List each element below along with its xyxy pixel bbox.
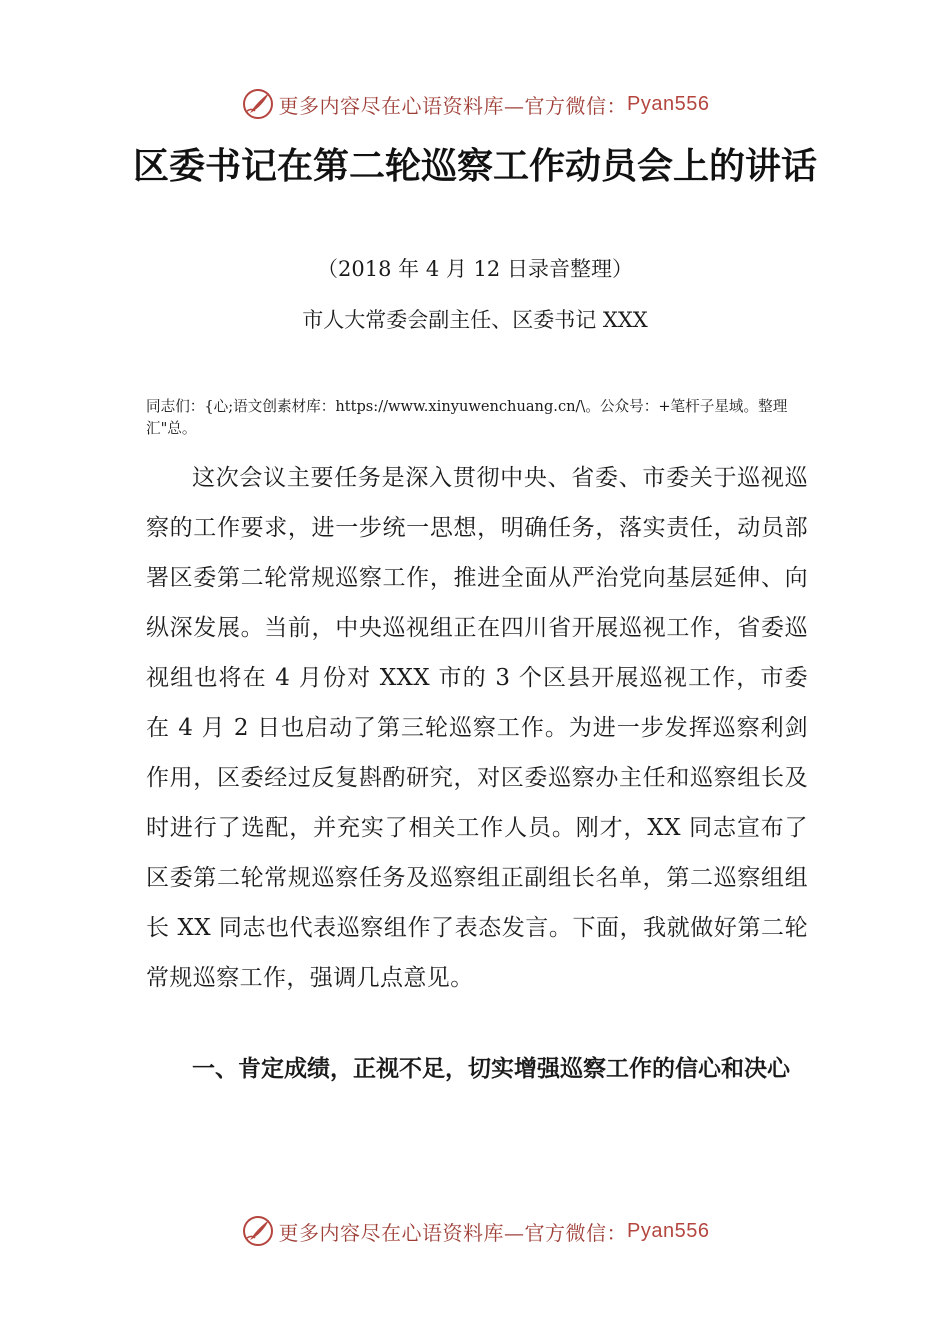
section-heading: 一、肯定成绩，正视不足，切实增强巡察工作的信心和决心 [192, 1056, 790, 1082]
watermark-wechat-id: Pyan556 [627, 1219, 710, 1242]
watermark-text: 更多内容尽在心语资料库—官方微信： [278, 93, 628, 118]
document-subtitle: （2018 年 4 月 12 日录音整理） [317, 257, 633, 281]
salutation: 同志们：{心;语文创素材库：https://www.xinyuwenchuang.cn/\。公众号：+笔杆子星域。整理汇"总。 [146, 398, 788, 437]
header-watermark [0, 84, 950, 124]
document-author: 市人大常委会副主任、区委书记 XXX [302, 308, 648, 332]
body-paragraph: 这次会议主要任务是深入贯彻中央、省委、市委关于巡视巡察的工作要求，进一步统一思想，明确任务，落实责任，动员部署区委第二轮常规巡察工作，推进全面从严治党向基层延伸、向纵深发展。当前，中央巡视组正在四川省开展巡视工作，省委巡视组也将在 4 月份对 XXX 市的 3 个区县开展巡视工作，市委在 4 月 2 日也启动了第三轮巡察工作。为进一步发挥巡察利剑作用，区委经过反复斟酌研究，对区委巡察办主任和巡察组长及时进行了选配，并充实了相关工作人员。刚才，XX 同志宣布了区委第二轮常规巡察任务及巡察组正副组长名单，第二巡察组组长 XX 同志也代表巡察组作了表态发言。下面，我就做好第二轮常规巡察工作，强调几点意见。 [146, 465, 808, 991]
watermark-text: 更多内容尽在心语资料库—官方微信： [278, 1220, 628, 1245]
document-title: 区委书记在第二轮巡察工作动员会上的讲话 [132, 145, 817, 187]
footer-watermark [0, 1211, 950, 1251]
quill-logo-icon [241, 1214, 275, 1248]
watermark-wechat-id: Pyan556 [627, 92, 710, 115]
quill-logo-icon [241, 87, 275, 121]
